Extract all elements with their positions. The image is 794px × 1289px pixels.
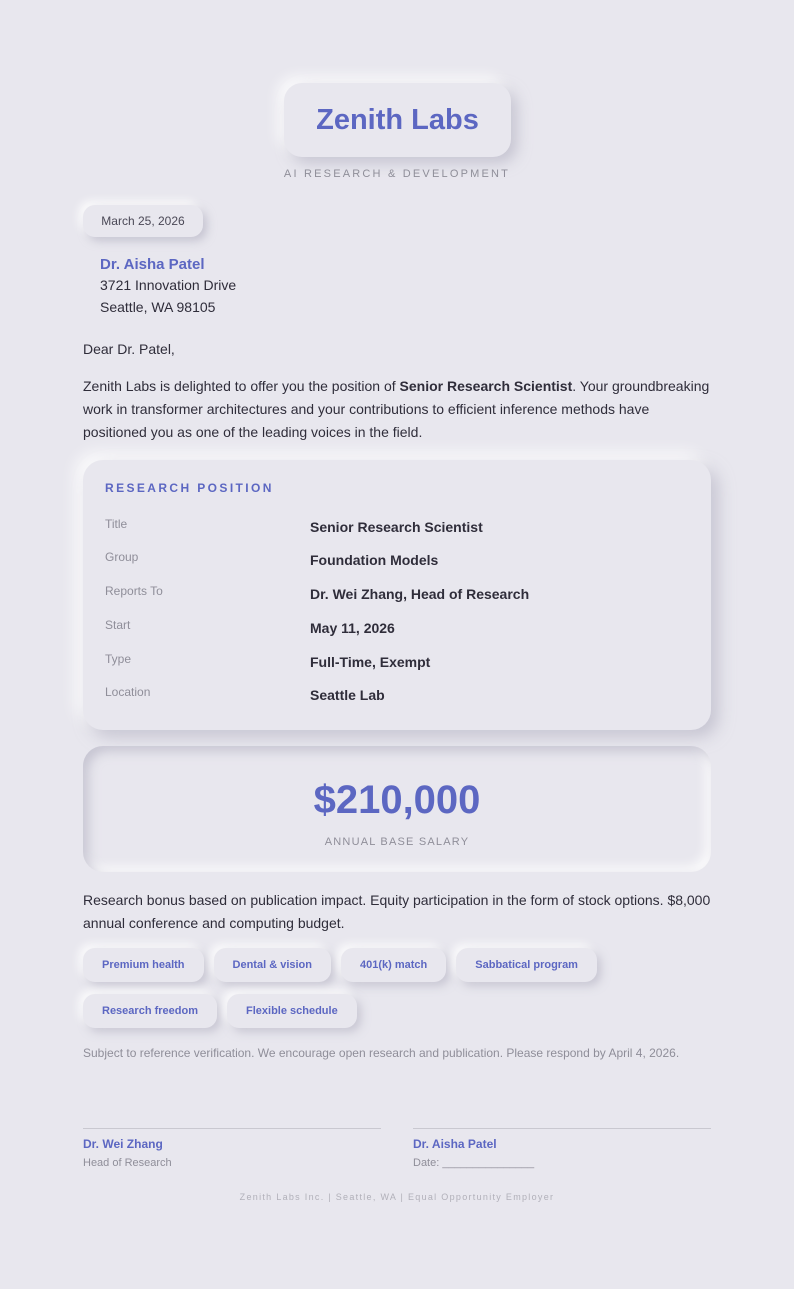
- row-value: Senior Research Scientist: [310, 519, 483, 535]
- recipient-block: [100, 256, 236, 318]
- row-label: Group: [105, 550, 139, 564]
- row-value: May 11, 2026: [310, 620, 395, 636]
- salary-card: [83, 746, 711, 872]
- salary-label: ANNUAL BASE SALARY: [324, 836, 470, 848]
- benefit-chip-premium-health: Premium health: [83, 948, 204, 982]
- position-row-reports-to: [105, 584, 695, 604]
- row-label: Location: [105, 685, 151, 699]
- benefit-chip-sabbatical: Sabbatical program: [456, 948, 597, 982]
- row-label: Reports To: [105, 584, 163, 598]
- recipient-address-line1: 3721 Innovation Drive: [100, 277, 237, 293]
- benefit-chip-401k-match: 401(k) match: [341, 948, 446, 982]
- salary-amount: $210,000: [313, 778, 481, 822]
- recipient-name: Dr. Aisha Patel: [100, 256, 205, 273]
- research-position-card: [83, 460, 711, 730]
- position-row-title: [105, 517, 695, 537]
- footer: Zenith Labs Inc. | Seattle, WA | Equal Opportunity Employer: [239, 1192, 555, 1202]
- fine-print: Subject to reference verification. We encourage open research and publication. Please respond by April 4, 2026.: [83, 1046, 680, 1060]
- benefit-chip-dental-vision: Dental & vision: [214, 948, 331, 982]
- bonus-paragraph: Research bonus based on publication impact. Equity participation in the form of stock options. $8,000 annual conference and computing budget.: [83, 892, 711, 931]
- letter-date: March 25, 2026: [83, 205, 203, 237]
- row-label: Title: [105, 517, 128, 531]
- intro-position-title: Senior Research Scientist: [399, 378, 573, 394]
- company-logo-box: [284, 83, 511, 157]
- signature-block-candidate: [413, 1128, 711, 1169]
- signer-name: Dr. Aisha Patel: [413, 1137, 497, 1151]
- signature-date-line: Date: _______________: [413, 1157, 535, 1169]
- position-row-location: [105, 685, 695, 705]
- position-row-type: [105, 652, 695, 672]
- row-value: Foundation Models: [310, 552, 439, 568]
- recipient-address-line2: Seattle, WA 98105: [100, 299, 216, 315]
- company-name: Zenith Labs: [316, 103, 479, 136]
- row-label: Type: [105, 652, 132, 666]
- row-label: Start: [105, 618, 131, 632]
- benefit-chip-flexible-schedule: Flexible schedule: [227, 994, 357, 1028]
- intro-text-before: Zenith Labs is delighted to offer you the position of: [83, 378, 400, 394]
- intro-text-after: . Your groundbreaking work in transformer architectures and your contributions to efficient inference methods have positioned you as one of the leading voices in the field.: [83, 378, 710, 440]
- position-row-group: [105, 550, 695, 570]
- benefits-list: [83, 948, 711, 1028]
- signer-name: Dr. Wei Zhang: [83, 1137, 163, 1151]
- intro-paragraph: [83, 375, 711, 444]
- row-value: Full-Time, Exempt: [310, 654, 431, 670]
- salutation: Dear Dr. Patel,: [83, 341, 175, 357]
- position-row-start: [105, 618, 695, 638]
- row-value: Dr. Wei Zhang, Head of Research: [310, 586, 530, 602]
- benefit-chip-research-freedom: Research freedom: [83, 994, 217, 1028]
- signature-block-employer: [83, 1128, 381, 1169]
- card-title: RESEARCH POSITION: [105, 481, 274, 495]
- company-tagline: AI RESEARCH & DEVELOPMENT: [283, 168, 511, 180]
- signer-title: Head of Research: [83, 1157, 172, 1169]
- row-value: Seattle Lab: [310, 687, 385, 703]
